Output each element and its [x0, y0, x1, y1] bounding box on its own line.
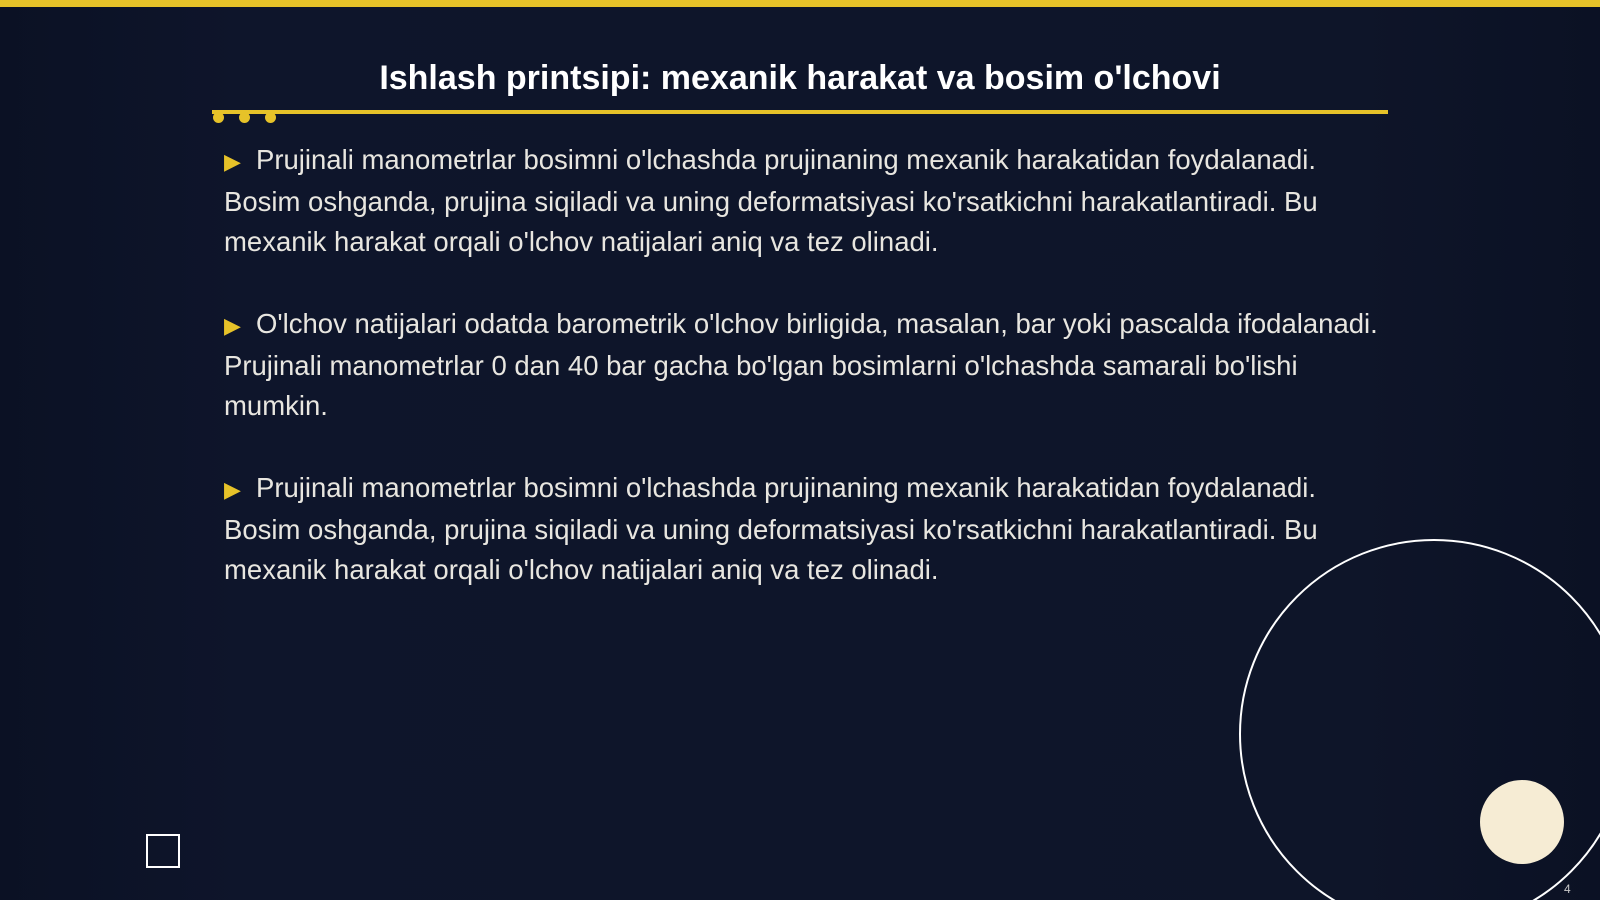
bullet-list — [224, 140, 1394, 632]
bullet-item — [224, 304, 1394, 426]
decorative-filled-circle — [1480, 780, 1564, 864]
bullet-item — [224, 468, 1394, 590]
top-accent-bar — [0, 0, 1600, 7]
decorative-square-outline — [146, 834, 180, 868]
accent-dot — [239, 112, 250, 123]
triangle-bullet-icon: ▶ — [224, 477, 241, 502]
triangle-bullet-icon: ▶ — [224, 313, 241, 338]
slide-title: Ishlash printsipi: mexanik harakat va bosim o'lchovi — [379, 59, 1221, 97]
title-underline — [212, 110, 1388, 114]
bullet-item — [224, 140, 1394, 262]
bullet-text: O'lchov natijalari odatda barometrik o'lchov birligida, masalan, bar yoki pascalda ifodalanadi. Prujinali manometrlar 0 dan 40 bar gacha bo'lgan bosimlarni o'lchashda samarali bo'lishi mumkin. — [224, 308, 1378, 421]
bullet-text: Prujinali manometrlar bosimni o'lchashda prujinaning mexanik harakatidan foydalanadi. Bosim oshganda, prujina siqiladi va uning deformatsiyasi ko'rsatkichni harakatlantiradi. Bu mexanik harakat orqali o'lchov natijalari aniq va tez olinadi. — [224, 144, 1318, 257]
triangle-bullet-icon: ▶ — [224, 149, 241, 174]
bullet-text: Prujinali manometrlar bosimni o'lchashda prujinaning mexanik harakatidan foydalanadi. Bosim oshganda, prujina siqiladi va uning deformatsiyasi ko'rsatkichni harakatlantiradi. Bu mexanik harakat orqali o'lchov natijalari aniq va tez olinadi. — [224, 472, 1318, 585]
accent-dot — [265, 112, 276, 123]
page-number: 4 — [1564, 882, 1571, 896]
accent-dot — [213, 112, 224, 123]
